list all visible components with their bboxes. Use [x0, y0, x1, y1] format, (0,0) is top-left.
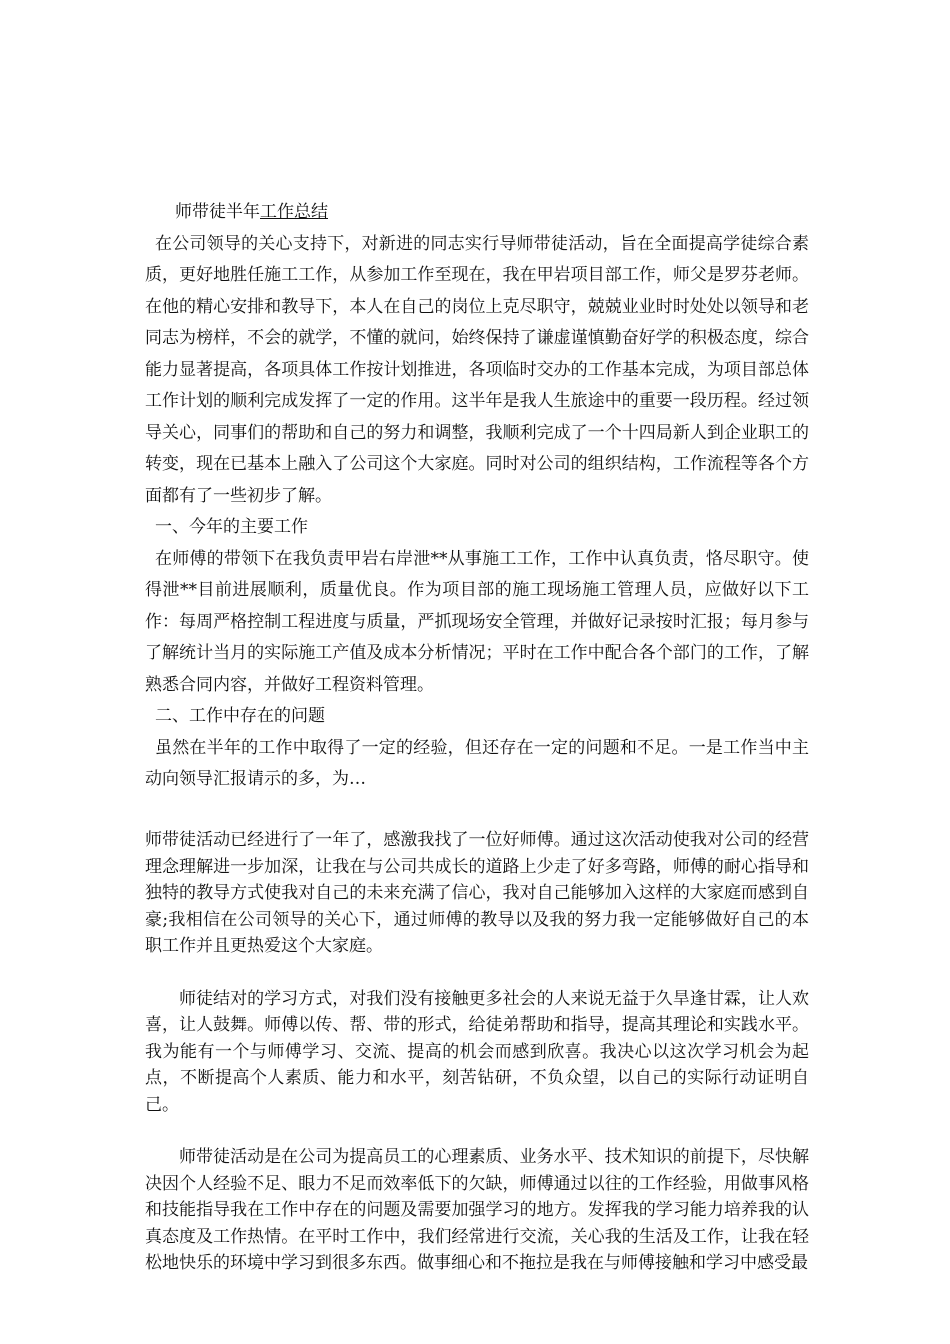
title-prefix: 师带徒半年	[175, 202, 260, 222]
intro-paragraph: 在公司领导的关心支持下，对新进的同志实行导师带徒活动，旨在全面提高学徒综合素质，更好地胜任施工工作，从参加工作至现在，我在甲岩项目部工作，师父是罗芬老师。在他的精心安排和教导下，本人在自己的岗位上克尽职守，兢兢业业时时处处以领导和老同志为榜样，不会的就学，不懂的就问，始终保持了谦虚谨慎勤奋好学的积极态度，综合能力显著提高，各项具体工作按计划推进，各项临时交办的工作基本完成，为项目部总体工作计划的顺利完成发挥了一定的作用。这半年是我人生旅途中的重要一段历程。经过领导关心，同事们的帮助和自己的努力和调整，我顺利完成了一个十四局新人到企业职工的转变，现在已基本上融入了公司这个大家庭。同时对公司的组织结构，工作流程等各个方面都有了一些初步了解。	[145, 233, 809, 506]
work-paragraph: 在师傅的带领下在我负责甲岩右岸泄**从事施工工作，工作中认真负责，恪尽职守。使得泄**目前进展顺利，质量优良。作为项目部的施工现场施工管理人员，应做好以下工作：每周严格控制工程进度与质量，严抓现场安全管理，并做好记录按时汇报；每月参与了解统计当月的实际施工产值及成本分析情况；平时在工作中配合各个部门的工作，了解熟悉合同内容，并做好工程资料管理。	[145, 548, 809, 695]
reflection-paragraph-2: 师徒结对的学习方式，对我们没有接触更多社会的人来说无益于久旱逢甘霖，让人欢喜，让人鼓舞。师傅以传、帮、带的形式，给徒弟帮助和指导，提高其理论和实践水平。我为能有一个与师傅学习、交流、提高的机会而感到欣喜。我决心以这次学习机会为起点，不断提高个人素质、能力和水平，刻苦钻研，不负众望，以自己的实际行动证明自己。	[145, 988, 809, 1115]
summary-section	[145, 197, 809, 796]
heading-main-work: 一、今年的主要工作	[155, 517, 308, 537]
problems-paragraph: 虽然在半年的工作中取得了一定的经验，但还存在一定的问题和不足。一是工作当中主动向领导汇报请示的多，为…	[145, 737, 809, 789]
reflection-paragraph-3: 师带徒活动是在公司为提高员工的心理素质、业务水平、技术知识的前提下，尽快解决因个人经验不足、眼力不足而效率低下的欠缺，师傅通过以往的工作经验，用做事风格和技能指导我在工作中存在的问题及需要加强学习的地方。发挥我的学习能力培养我的认真态度及工作热情。在平时工作中，我们经常进行交流，关心我的生活及工作，让我在轻松地快乐的环境中学习到很多东西。做事细心和不拖拉是我在与师傅接触和学习中感受最	[145, 1147, 809, 1273]
reflection-paragraph-1: 师带徒活动已经进行了一年了，感激我找了一位好师傅。通过这次活动使我对公司的经营理念理解进一步加深，让我在与公司共成长的道路上少走了好多弯路，师傅的耐心指导和独特的教导方式使我对自己的未来充满了信心，我对自己能够加入这样的大家庭而感到自豪;我相信在公司领导的关心下，通过师傅的教导以及我的努力我一定能够做好自己的本职工作并且更热爱这个大家庭。	[145, 830, 809, 956]
title-link[interactable]: 工作总结	[260, 202, 328, 222]
document-title	[145, 197, 809, 229]
reflection-section	[145, 827, 809, 1303]
heading-problems: 二、工作中存在的问题	[155, 706, 325, 726]
